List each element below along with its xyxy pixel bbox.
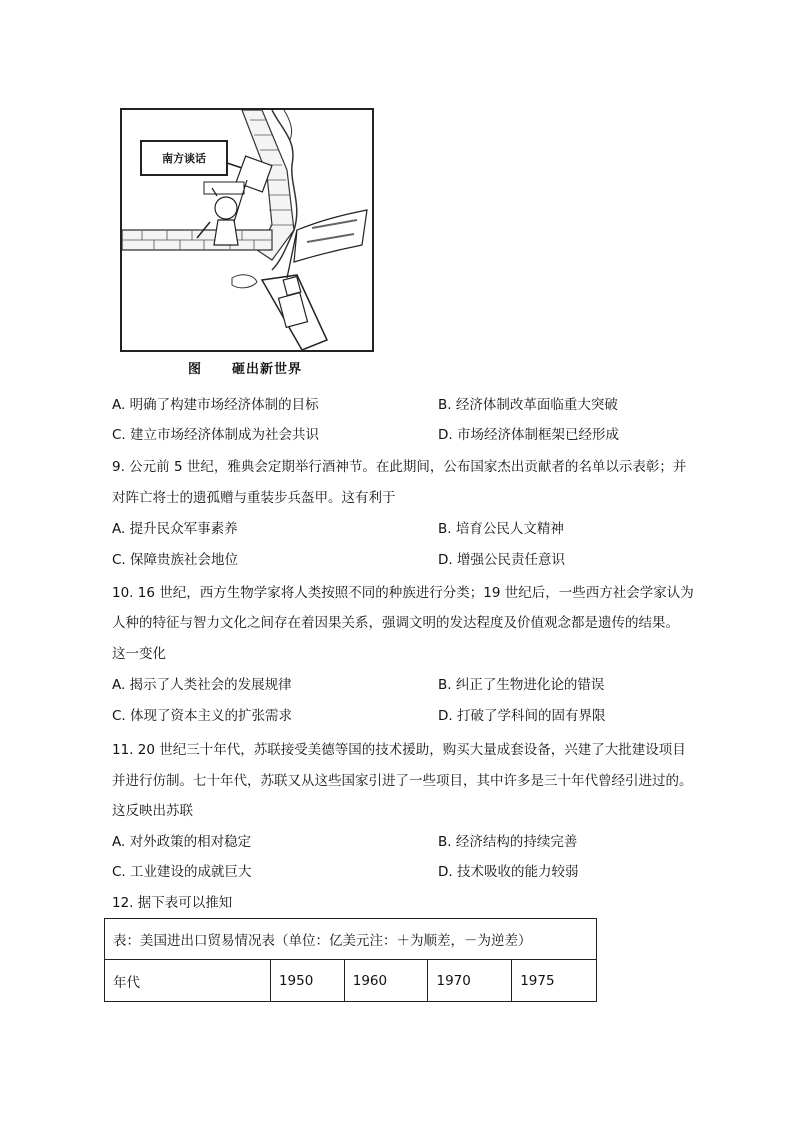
q8-option-a: A. 明确了构建市场经济体制的目标 <box>112 397 319 413</box>
q11-option-a: A. 对外政策的相对稳定 <box>112 834 252 850</box>
q10-option-b: B. 纠正了生物进化论的错误 <box>438 677 605 693</box>
table-header-cell: 年代 <box>105 960 271 1002</box>
table-header-cell: 1960 <box>344 960 428 1002</box>
q11-stem-line1: 11. 20 世纪三十年代，苏联接受美德等国的技术援助，购买大量成套设备，兴建了大批建设项目 <box>112 742 686 758</box>
table-header-cell: 1970 <box>428 960 512 1002</box>
q9-option-a: A. 提升民众军事素养 <box>112 521 238 537</box>
q8-option-b: B. 经济体制改革面临重大突破 <box>438 397 618 413</box>
q9-option-d: D. 增强公民责任意识 <box>438 552 565 568</box>
q10-option-c: C. 体现了资本主义的扩张需求 <box>112 708 293 724</box>
q11-option-d: D. 技术吸收的能力较弱 <box>438 864 579 880</box>
table-title-row <box>105 919 597 960</box>
table-header-cell: 1950 <box>270 960 344 1002</box>
caption-prefix: 图 <box>188 362 203 377</box>
table-title: 表：美国进出口贸易情况表（单位：亿美元注：＋为顺差，－为逆差） <box>105 919 597 960</box>
q9-stem-line1: 9. 公元前 5 世纪，雅典会定期举行酒神节。在此期间，公布国家杰出贡献者的名单以示表彰；并 <box>112 459 687 475</box>
q9-option-c: C. 保障贵族社会地位 <box>112 552 239 568</box>
q8-option-d: D. 市场经济体制框架已经形成 <box>438 427 619 443</box>
q11-stem-line3: 这反映出苏联 <box>112 803 193 819</box>
q10-option-a: A. 揭示了人类社会的发展规律 <box>112 677 292 693</box>
figure-caption <box>188 358 302 377</box>
q11-option-c: C. 工业建设的成就巨大 <box>112 864 252 880</box>
q10-stem-line3: 这一变化 <box>112 646 166 662</box>
cartoon-figure <box>120 108 374 352</box>
trade-table <box>104 918 597 1002</box>
q10-stem-line2: 人种的特征与智力文化之间存在着因果关系，强调文明的发达程度及价值观念都是遗传的结果。 <box>112 615 679 631</box>
caption-title: 砸出新世界 <box>232 362 303 377</box>
table-header-row <box>105 960 597 1002</box>
table-header-cell: 1975 <box>512 960 597 1002</box>
q8-option-c: C. 建立市场经济体制成为社会共识 <box>112 427 320 443</box>
speech-bubble: 南方谈话 <box>140 140 228 176</box>
q9-option-b: B. 培育公民人文精神 <box>438 521 564 537</box>
q10-stem-line1: 10. 16 世纪，西方生物学家将人类按照不同的种族进行分类；19 世纪后，一些西方社会学家认为 <box>112 585 694 601</box>
q10-option-d: D. 打破了学科间的固有界限 <box>438 708 606 724</box>
q11-option-b: B. 经济结构的持续完善 <box>438 834 578 850</box>
q11-stem-line2: 并进行仿制。七十年代，苏联又从这些国家引进了一些项目，其中许多是三十年代曾经引进过的。 <box>112 773 693 789</box>
q9-stem-line2: 对阵亡将士的遗孤赠与重装步兵盔甲。这有利于 <box>112 490 396 506</box>
q12-stem: 12. 据下表可以推知 <box>112 895 233 911</box>
